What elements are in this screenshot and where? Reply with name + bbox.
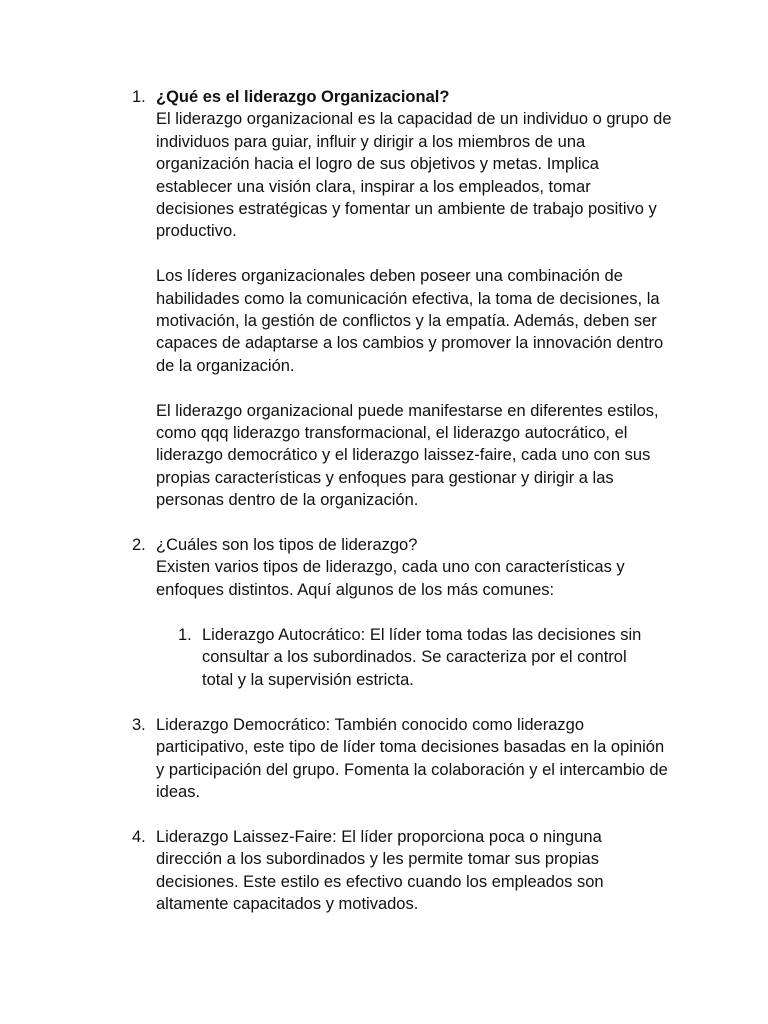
paragraph: Liderazgo Democrático: También conocido como liderazgo participativo, este tipo de líder toma decisiones basadas en la opinión y participación del grupo. Fomenta la colaboración y el intercambio de ideas. bbox=[156, 716, 668, 802]
paragraph: Liderazgo Autocrático: El líder toma todas las decisiones sin consultar a los subordinados. Se caracteriza por el control total y la supervisión estricta. bbox=[202, 626, 642, 689]
section-heading: ¿Cuáles son los tipos de liderazgo? bbox=[156, 536, 418, 554]
list-item-body bbox=[156, 534, 672, 601]
paragraph: El liderazgo organizacional es la capacidad de un individuo o grupo de individuos para guiar, influir y dirigir a los miembros de una organización hacia el logro de sus objetivos y metas. Implica establecer una visión clara, inspirar a los empleados, tomar decisiones estratégicas y fomentar un ambiente de trabajo positivo y productivo. bbox=[156, 110, 672, 241]
list-number: 2. bbox=[132, 536, 146, 554]
paragraph: Liderazgo Laissez-Faire: El líder proporciona poca o ninguna dirección a los subordinados y les permite tomar sus propias decisiones. Este estilo es efectivo cuando los empleados son altamente capacitados y motivados. bbox=[156, 828, 604, 914]
paragraph: Existen varios tipos de liderazgo, cada uno con características y enfoques distintos. Aquí algunos de los más comunes: bbox=[156, 558, 625, 599]
paragraph-gap bbox=[156, 377, 672, 399]
list-item-body bbox=[156, 714, 672, 804]
list-number: 1. bbox=[132, 88, 146, 106]
paragraph-gap bbox=[156, 243, 672, 265]
list-number: 4. bbox=[132, 828, 146, 846]
list-number: 1. bbox=[178, 626, 192, 644]
list-item-body bbox=[156, 86, 672, 512]
paragraph: El liderazgo organizacional puede manifestarse en diferentes estilos, como qqq liderazgo transformacional, el liderazgo autocrático, el liderazgo democrático y el liderazgo laissez-faire, cada uno con sus propias características y enfoques para gestionar y dirigir a las personas dentro de la organización. bbox=[156, 401, 659, 510]
list-number: 3. bbox=[132, 716, 146, 734]
list-item-body bbox=[202, 624, 662, 691]
paragraph: Los líderes organizacionales deben poseer una combinación de habilidades como la comunicación efectiva, la toma de decisiones, la motivación, la gestión de conflictos y la empatía. Además, deben ser capaces de adaptarse a los cambios y promover la innovación dentro de la organización. bbox=[156, 267, 664, 375]
list-item-body bbox=[156, 826, 672, 916]
section-heading: ¿Qué es el liderazgo Organizacional? bbox=[156, 88, 450, 106]
